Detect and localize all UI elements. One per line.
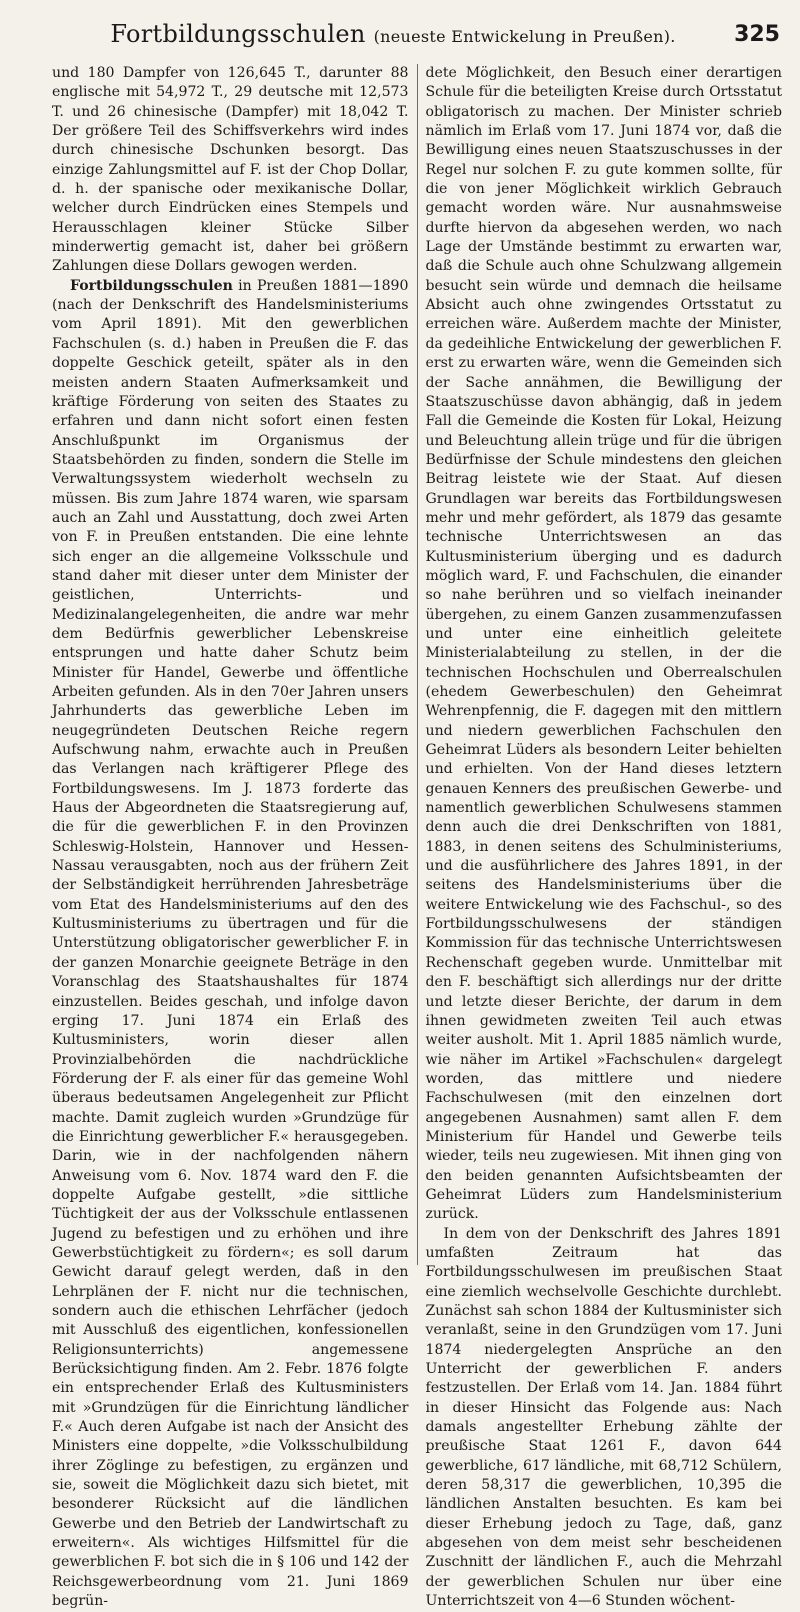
left-paragraph-2	[52, 277, 409, 1612]
header-title: Fortbildungsschulen	[110, 20, 366, 48]
right-paragraph-1: dete Möglichkeit, den Besuch einer derartigen Schule für die beteiligten Kreise durch Ortsstatut obligatorisch zu machen. Der Minister schrieb nämlich im Erlaß vom 17. Juni 1874 vor, daß die Bewilligung eines neuen Staatszuschusses in der Regel nur solchen F. zu gute kommen sollte, für die von jener Möglichkeit wirklich Gebrauch gemacht worden wäre. Nur ausnahmsweise durfte hiervon da abgesehen werden, wo nach Lage der Umstände bestimmt zu erwarten war, daß die Schule auch ohne Schulzwang allgemein besucht sein würde und demnach die heilsame Absicht auch ohne zwingendes Ortsstatut zu erreichen wäre. Außerdem machte der Minister, da gedeihliche Entwickelung der gewerblichen F. erst zu erwarten wäre, wenn die Gemeinden sich der Sache annähmen, die Bewilligung der Staatszuschüsse davon abhängig, daß in jedem Fall die Gemeinde die Kosten für Lokal, Heizung und Beleuchtung allein trüge und für die übrigen Bedürfnisse der Schule mindestens den gleichen Beitrag leistete wie der Staat. Auf diesen Grundlagen war bereits das Fortbildungswesen mehr und mehr gefördert, als 1879 das gesamte technische Unterrichtswesen an das Kultusministerium überging und es dadurch möglich ward, F. und Fachschulen, die einander so nahe berühren und so vielfach ineinander übergehen, zu einem Ganzen zusammenzufassen und unter eine einheitlich geleitete Ministerialabteilung zu stellen, in der die technischen Hochschulen und Oberrealschulen (ehedem Gewerbeschulen) den Geheimrat Wehrenpfennig, die F. dagegen mit den mittlern und niedern gewerblichen Fachschulen den Geheimrat Lüders als besondern Leiter behielten und erhielten. Von der Hand dieses letztern genauen Kenners des preußischen Gewerbe- und namentlich gewerblichen Schulwesens stammen denn auch die drei Denkschriften von 1881, 1883, in denen seitens des Schulministeriums, und die ausführlichere des Jahres 1891, in der seitens des Handelsministeriums über die weitere Entwickelung wie des Fachschul-, so des Fortbildungsschulwesens der ständigen Kommission für das technische Unterrichtswesen Rechenschaft gegeben wurde. Unmittelbar mit den F. beschäftigt sich allerdings nur der dritte und letzte dieser Berichte, der darum in dem ihnen gewidmeten zweiten Teil auch etwas weiter ausholt. Mit 1. April 1885 nämlich wurde, wie näher im Artikel »Fachschulen« dargelegt worden, das mittlere und niedere Fachschulwesen (mit den einzelnen dort angegebenen Ausnahmen) samt allen F. dem Ministerium für Handel und Gewerbe teils wieder, teils neu zugewiesen. Mit ihnen ging von den beiden genannten Aufsichtsbeamten der Geheimrat Lüders zum Handelsministerium zurück.	[425, 65, 782, 1223]
header-subtitle: (neueste Entwickelung in Preußen).	[373, 27, 676, 46]
text-columns	[52, 64, 782, 1610]
entry-lemma: Fortbildungsschulen	[70, 277, 233, 294]
left-paragraph-1: und 180 Dampfer von 126,645 T., darunter 88 englische mit 54,972 T., 29 deutsche mit 12,573 T. und 26 chinesische (Dampfer) mit 18,042 T. Der größere Teil des Schiffsverkehrs wird indes durch chinesische Dschunken besorgt. Das einzige Zahlungsmittel auf F. ist der Chop Dollar, d. h. der spanische oder mexikanische Dollar, welcher durch Eindrücken eines Stempels und Herausschlagen kleiner Stücke Silber minderwertig gemacht ist, daher bei größern Zahlungen diese Dollars gewogen werden.	[52, 65, 409, 275]
page-header	[52, 0, 782, 60]
entry-text: in Preußen 1881—1890 (nach der Denkschrift des Handelsministeriums vom April 1891). Mit den gewerblichen Fachschulen (s. d.) haben in Preußen die F. das doppelte Geschick geteilt, später als in den meisten andern Staaten Aufmerksamkeit und kräftige Förderung von seiten des Staates zu erfahren und dann nicht sofort einen festen Anschlußpunkt im Organismus der Staatsbehörden zu finden, sondern die Stelle im Verwaltungssystem wiederholt wechseln zu müssen. Bis zum Jahre 1874 waren, wie sparsam auch an Zahl und Ausstattung, doch zwei Arten von F. in Preußen entstanden. Die eine lehnte sich enger an die allgemeine Volksschule und stand daher mit dieser unter dem Minister der geistlichen, Unterrichts- und Medizinalangelegenheiten, die andre war mehr dem Bedürfnis gewerblicher Lebenskreise entsprungen und hatte daher Schutz beim Minister für Handel, Gewerbe und öffentliche Arbeiten gefunden. Als in den 70er Jahren unsers Jahrhunderts das gewerbliche Leben im neugegründeten Deutschen Reiche regern Aufschwung nahm, erwachte auch in Preußen das Verlangen nach kräftigerer Pflege des Fortbildungswesens. Im J. 1873 forderte das Haus der Abgeordneten die Staatsregierung auf, die für die gewerblichen F. in den Provinzen Schleswig-Holstein, Hannover und Hessen-Nassau verausgabten, noch aus der frühern Zeit der Selbständigkeit herrührenden Jahresbeträge vom Etat des Handelsministeriums auf den des Kultusministeriums zu übertragen und für die Unterstützung obligatorischer gewerblicher F. in der ganzen Monarchie geeignete Beträge in den Voranschlag des Staatshaushaltes für 1874 einzustellen. Beides geschah, und infolge davon erging 17. Juni 1874 ein Erlaß des Kultusministers, worin dieser allen Provinzialbehörden die nachdrückliche Förderung der F. als einer für das gemeine Wohl überaus bedeutsamen Angelegenheit zur Pflicht machte. Damit zugleich wurden »Grundzüge für die Einrichtung gewerblicher F.« herausgegeben. Darin, wie in der nachfolgenden nähern Anweisung vom 6. Nov. 1874 ward den F. die doppelte Aufgabe gestellt, »die sittliche Tüchtigkeit der aus der Volksschule entlassenen Jugend zu befestigen und zu erhöhen und ihre Gewerbstüchtigkeit zu fördern«; es soll darum Gewicht darauf gelegt werden, daß in den Lehrplänen der F. nicht nur die technischen, sondern auch die ethischen Lehrfächer (jedoch mit Ausschluß des eigentlichen, konfessionellen Religionsunterrichts) angemessene Berücksichtigung finden. Am 2. Febr. 1876 folgte ein entsprechender Erlaß des Kultusministers mit »Grundzügen für die Einrichtung ländlicher F.« Auch deren Aufgabe ist nach der Ansicht des Ministers eine doppelte, »die Volksschulbildung ihrer Zöglinge zu befestigen, zu ergänzen und sie, soweit die Möglichkeit dazu sich bietet, mit besonderer Rücksicht auf die ländlichen Gewerbe und den Betrieb der Landwirtschaft zu erweitern«. Als wichtiges Hilfsmittel für die gewerblichen F. bot sich die in § 106 und 142 der Reichsgewerbeordnung vom 21. Juni 1869 begrün-	[52, 277, 409, 1610]
right-paragraph-2: In dem von der Denkschrift des Jahres 1891 umfaßten Zeitraum hat das Fortbildungsschulwesen im preußischen Staat eine ziemlich wechselvolle Geschichte durchlebt. Zunächst sah schon 1884 der Kultusminister sich veranlaßt, seine in den Grundzügen vom 17. Juni 1874 niedergelegten Ansprüche an den Unterricht der gewerblichen F. anders festzustellen. Der Erlaß vom 14. Jan. 1884 führt in dieser Hinsicht das Folgende aus: Nach damals angestellter Erhebung zählte der preußische Staat 1261 F., davon 644 gewerbliche, 617 ländliche, mit 68,712 Schülern, deren 58,317 die gewerblichen, 10,395 die ländlichen Anstalten besuchten. Es kam bei dieser Erhebung jedoch zu Tage, daß, ganz abgesehen von dem meist sehr bescheidenen Zuschnitt der ländlichen F., auch die Mehrzahl der gewerblichen Schulen nur über eine Unterrichtszeit von 4—6 Stunden wöchent-	[425, 1225, 782, 1610]
running-title	[52, 20, 734, 48]
page-number: 325	[734, 22, 780, 47]
left-column	[52, 64, 417, 1610]
right-column	[418, 64, 783, 1610]
